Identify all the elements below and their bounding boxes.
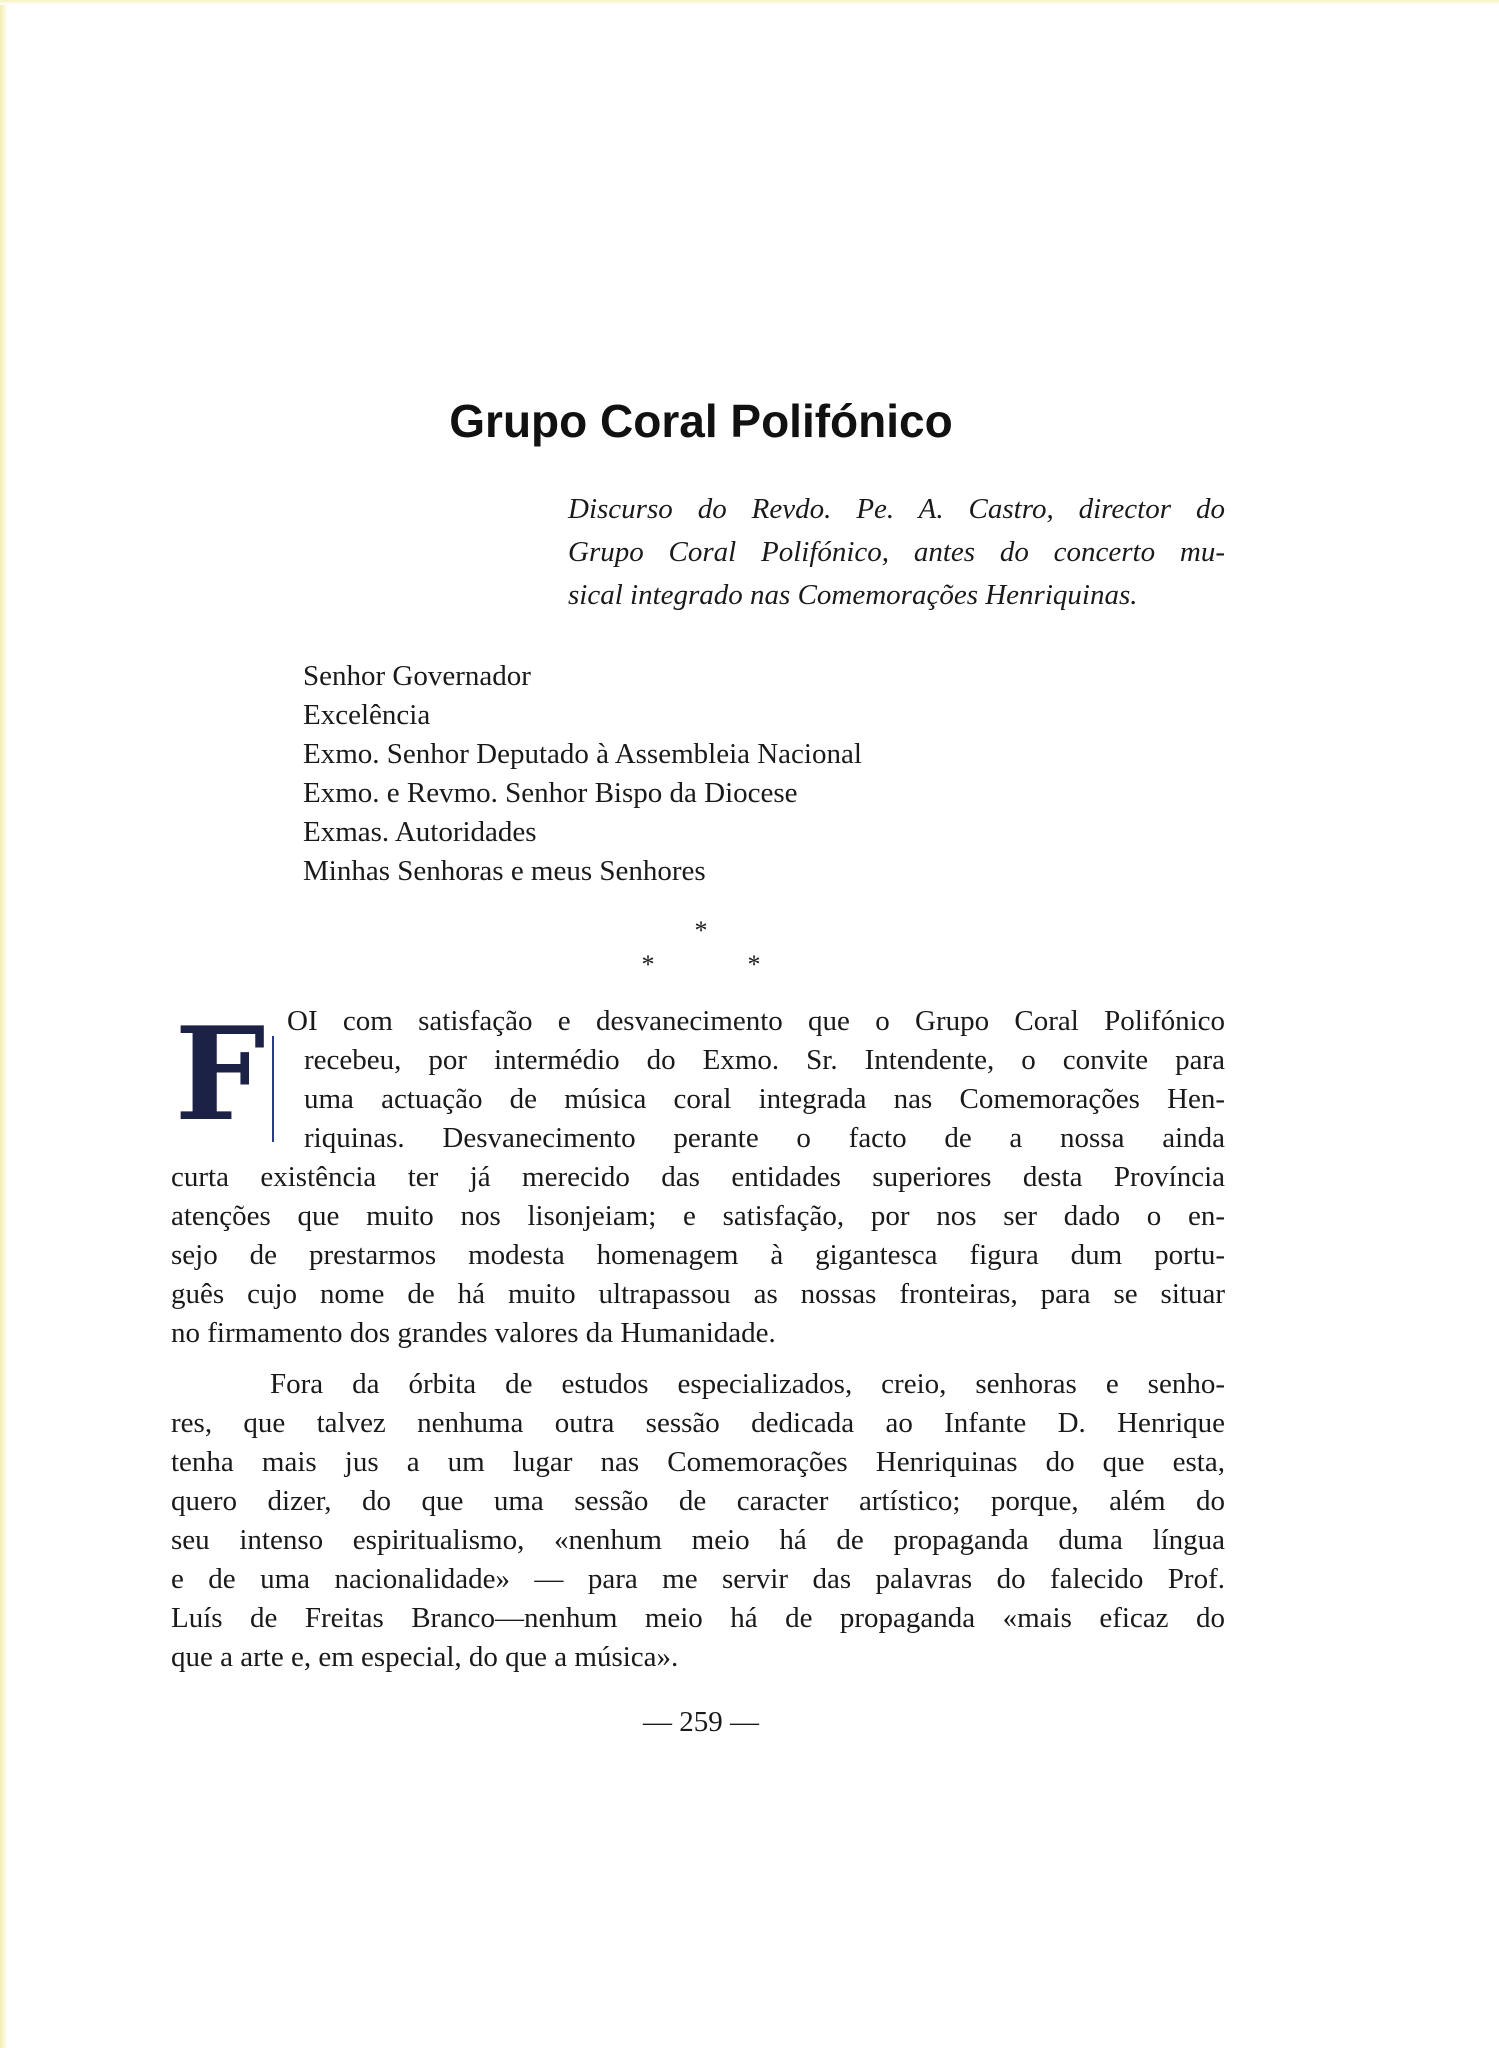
text-line: curta existência ter já merecido das entidades superiores desta Província [171, 1161, 1225, 1193]
text-line: uma actuação de música coral integrada nas Comemorações Hen- [304, 1083, 1225, 1115]
text-line: OI com satisfação e desvanecimento que o Grupo Coral Polifónico [287, 1005, 1225, 1037]
text-line: seu intenso espiritualismo, «nenhum meio há de propaganda duma língua [171, 1524, 1225, 1556]
text-line: Fora da órbita de estudos especializados, creio, senhoras e senho- [270, 1368, 1225, 1400]
text-line: no firmamento dos grandes valores da Humanidade. [171, 1317, 776, 1349]
text-line: riquinas. Desvanecimento perante o facto de a nossa ainda [304, 1122, 1225, 1154]
text-line: tenha mais jus a um lugar nas Comemorações Henriquinas do que esta, [171, 1446, 1225, 1478]
text-line: Luís de Freitas Branco—nenhum meio há de propaganda «mais eficaz do [171, 1602, 1225, 1634]
subtitle-line: sical integrado nas Comemorações Henriquinas. [568, 579, 1138, 611]
salutation: Exmas. Autoridades [303, 816, 537, 848]
text-line: atenções que muito nos lisonjeiam; e satisfação, por nos ser dado o en- [171, 1200, 1225, 1232]
salutation: Excelência [303, 699, 431, 731]
page-title: Grupo Coral Polifónico [449, 395, 953, 447]
separator-stars-bottom: * * [641, 950, 761, 979]
subtitle [568, 488, 1225, 617]
text-line: res, que talvez nenhuma outra sessão dedicada ao Infante D. Henrique [171, 1407, 1225, 1439]
text-line: que a arte e, em especial, do que a música». [171, 1641, 679, 1673]
subtitle-line: Grupo Coral Polifónico, antes do concerto mu- [568, 536, 1225, 568]
salutation: Senhor Governador [303, 660, 531, 692]
text-line: recebeu, por intermédio do Exmo. Sr. Intendente, o convite para [304, 1044, 1225, 1076]
page-edge-top [0, 0, 1499, 5]
paragraph-2 [171, 1365, 1225, 1677]
salutation: Exmo. e Revmo. Senhor Bispo da Diocese [303, 777, 798, 809]
text-line: quero dizer, do que uma sessão de caracter artístico; porque, além do [171, 1485, 1225, 1517]
text-line: guês cujo nome de há muito ultrapassou as nossas fronteiras, para se situar [171, 1278, 1225, 1310]
drop-cap: F [174, 1000, 266, 1150]
salutation: Exmo. Senhor Deputado à Assembleia Nacional [303, 738, 862, 770]
salutation: Minhas Senhoras e meus Senhores [303, 855, 706, 887]
subtitle-line: Discurso do Revdo. Pe. A. Castro, director do [568, 493, 1225, 525]
page-number: — 259 — [643, 1706, 759, 1738]
salutations [303, 657, 862, 891]
text-line: sejo de prestarmos modesta homenagem à gigantesca figura dum portu- [171, 1239, 1225, 1271]
text-line: e de uma nacionalidade» — para me servir das palavras do falecido Prof. [171, 1563, 1225, 1595]
separator-star-top: * [694, 916, 708, 945]
paragraph-1 [171, 1002, 1225, 1353]
page-edge [0, 0, 8, 2048]
